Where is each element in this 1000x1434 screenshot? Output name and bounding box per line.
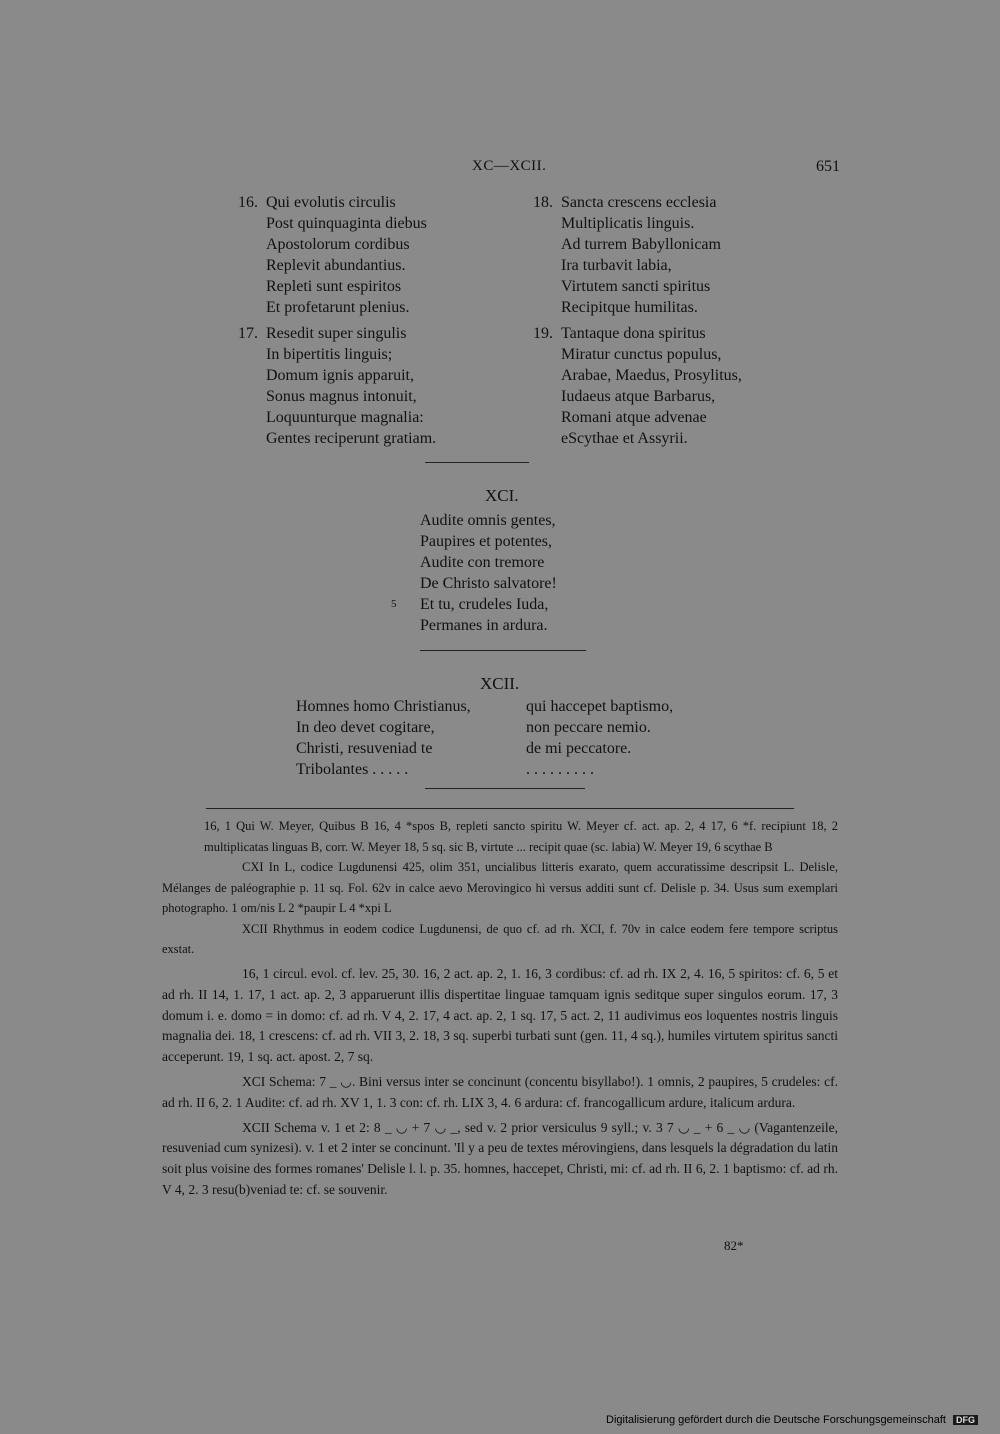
verse-line: Sonus magnus intonuit,	[266, 388, 417, 405]
section-divider	[425, 462, 529, 463]
section-divider	[420, 650, 586, 651]
verse-line: Tantaque dona spiritus	[561, 325, 706, 342]
verse-line: Recipitque humilitas.	[561, 299, 698, 316]
stanza-number: 18.	[533, 194, 553, 211]
verse-line: In deo devet cogitare,	[296, 719, 435, 736]
verse-line: Ad turrem Babyllonicam	[561, 236, 721, 253]
commentary-entry: 16, 1 circul. evol. cf. lev. 25, 30. 16, 2 act. ap. 2, 1. 16, 3 cordibus: cf. ad rh. IX 2, 4. 16, 5 spiritos: cf. 6, 5 et ad rh. II 14, 1. 17, 1 act. ap. 2, 3 apparuerunt illis dispertitae linguae tamquam ignis seditque super singulos eorum. 17, 3 domum i. e. domo = in domo: cf. ad rh. V 4, 2. 17, 4 act. ap. 2, 1 sq. 17, 5 act. 2, 11 audivimus eos loquentes nostris linguis magnalia dei. 18, 1 crescens: cf. ad rh. VII 3, 2. 18, 3 sq. superbi turbati sunt (gen. 11, 4 sq.), humiles virtutem spiritus sancti acceperunt. 19, 1 sq. act. apost. 2, 7 sq.	[162, 966, 838, 1065]
verse-line: Iudaeus atque Barbarus,	[561, 388, 716, 405]
verse-line: Tribolantes . . . . .	[296, 761, 409, 778]
verse-line: Replevit abundantius.	[266, 257, 406, 274]
verse-line: de mi peccatore.	[526, 740, 632, 757]
verse-line: Miratur cunctus populus,	[561, 346, 722, 363]
verse-line: Gentes reciperunt gratiam.	[266, 430, 437, 447]
apparatus-entry: CXI In L, codice Lugdunensi 425, olim 351, uncialibus litteris exarato, quem accuratissime descripsit L. Delisle, Mélanges de paléographie p. 11 sq. Fol. 62v in calce aevo Merovingico hi versus additi sunt cf. Delisle p. 34. Usus sum exemplari photographo. 1 om/nis L 2 *paupir L 4 *xpi L	[162, 860, 838, 915]
verse-line: Sancta crescens ecclesia	[561, 194, 717, 211]
digitization-credit	[606, 1414, 978, 1426]
verse-line: Homnes homo Christianus,	[296, 698, 471, 715]
verse-line: Et tu, crudeles Iuda,	[420, 596, 549, 613]
commentary-notes	[162, 964, 838, 1201]
poem-xcii-right	[526, 696, 673, 780]
poem-xci	[420, 510, 557, 636]
verse-line: . . . . . . . . .	[526, 761, 594, 778]
verse-line: Romani atque advenae	[561, 409, 707, 426]
verse-line: In bipertitis linguis;	[266, 346, 393, 363]
verse-line: Permanes in ardura.	[420, 617, 548, 634]
verse-line: non peccare nemio.	[526, 719, 651, 736]
apparatus-entry: 16, 1 Qui W. Meyer, Quibus B 16, 4 *spos B, repleti sancto spiritu W. Meyer cf. act. ap. 2, 4 17, 6 *f. recipiunt 18, 2 multiplicatas linguas B, corr. W. Meyer 18, 5 sq. sic B, virtute ... recipit quae (sc. labia) W. Meyer 19, 6 scythae B	[204, 819, 838, 854]
apparatus-entry: XCII Rhythmus in eodem codice Lugdunensi, de quo cf. ad rh. XCI, f. 70v in calce eodem fere tempore scriptus exstat.	[162, 921, 838, 956]
stanza-number: 16.	[238, 194, 258, 211]
verse-line: Paupires et potentes,	[420, 533, 552, 550]
verse-line: Qui evolutis circulis	[266, 194, 396, 211]
stanza-16	[238, 192, 427, 318]
running-title: XC—XCII.	[472, 158, 547, 174]
credit-text: Digitalisierung gefördert durch die Deutsche Forschungsgemeinschaft	[606, 1414, 946, 1426]
verse-line: qui haccepet baptismo,	[526, 698, 674, 715]
verse-line: Multiplicatis linguis.	[561, 215, 695, 232]
verse-line: Arabae, Maedus, Prosylitus,	[561, 367, 742, 384]
verse-line: Domum ignis apparuit,	[266, 367, 414, 384]
verse-line: Apostolorum cordibus	[266, 236, 410, 253]
verse-line: Resedit super singulis	[266, 325, 407, 342]
verse-line: Audite con tremore	[420, 554, 545, 571]
critical-apparatus	[162, 816, 838, 960]
stanza-number: 19.	[533, 325, 553, 342]
verse-line: eScythae et Assyrii.	[561, 430, 688, 447]
sheet-signature: 82*	[724, 1238, 744, 1253]
commentary-entry: XCI Schema: 7 _ ◡. Bini versus inter se concinunt (concentu bisyllabo!). 1 omnis, 2 paupires, 5 crudeles: cf. ad rh. II 6, 2. 1 Audite: cf. ad rh. XV 1, 1. 3 con: cf. rh. LIX 3, 4. 6 ardura: cf. francogallicum ardure, italicum ardura.	[162, 1073, 838, 1110]
poem-title-xci: XCI.	[485, 486, 519, 505]
verse-line: Repleti sunt espiritos	[266, 278, 402, 295]
dfg-logo: DFG	[953, 1415, 978, 1425]
verse-line: Ira turbavit labia,	[561, 257, 672, 274]
verse-line: Post quinquaginta diebus	[266, 215, 427, 232]
verse-line: Christi, resuveniad te	[296, 740, 433, 757]
section-divider	[425, 788, 585, 789]
line-number-marker: 5	[391, 598, 397, 610]
footnote-rule	[206, 808, 794, 809]
stanza-17	[238, 323, 437, 449]
stanza-19	[533, 323, 742, 449]
page-number: 651	[816, 158, 840, 175]
verse-line: Et profetarunt plenius.	[266, 299, 410, 316]
stanza-number: 17.	[238, 325, 258, 342]
poem-title-xcii: XCII.	[480, 674, 520, 693]
verse-line: Audite omnis gentes,	[420, 512, 556, 529]
poem-xcii-left	[296, 696, 471, 780]
verse-line: Loquunturque magnalia:	[266, 409, 424, 426]
verse-line: Virtutem sancti spiritus	[561, 278, 711, 295]
verse-line: De Christo salvatore!	[420, 575, 557, 592]
stanza-18	[533, 192, 721, 318]
commentary-entry: XCII Schema v. 1 et 2: 8 _ ◡ + 7 ◡ _, sed v. 2 prior versiculus 9 syll.; v. 3 7 ◡ _ + 6 _ ◡ (Vagantenzeile, resuveniad cum synizesi). v. 1 et 2 inter se concinunt. 'Il y a peu de textes mérovingiens, dans lesquels la dégradation du latin soit plus voisine des formes romanes' Delisle l. l. p. 35. homnes, haccepet, Christi, mi: cf. ad rh. II 6, 2. 1 baptismo: cf. ad rh. V 4, 2. 3 resu(b)veniad te: cf. se souvenir.	[162, 1119, 838, 1197]
